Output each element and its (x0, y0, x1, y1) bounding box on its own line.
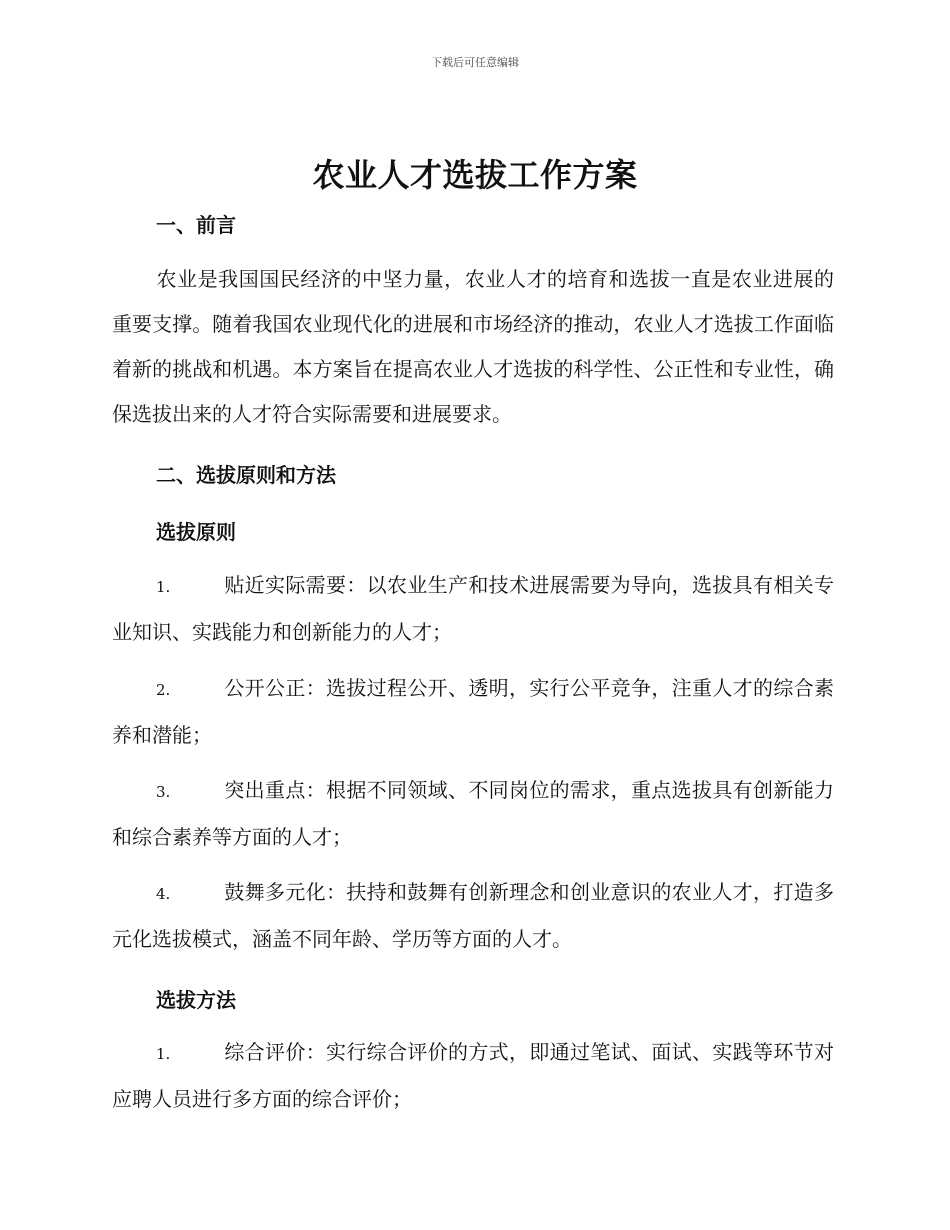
list-number: 4. (156, 885, 171, 903)
section-heading-principles-methods: 二、选拔原则和方法 (156, 463, 336, 487)
list-item-text: 贴近实际需要：以农业生产和技术进展需要为导向，选拔具有相关专业知识、实践能力和创新能力的人才； (112, 573, 834, 644)
document-title: 农业人才选拔工作方案 (312, 156, 638, 194)
list-item-text: 公开公正：选拔过程公开、透明，实行公平竞争，注重人才的综合素养和潜能； (112, 676, 834, 747)
principle-item-3 (112, 768, 834, 860)
section-heading-preface: 一、前言 (156, 213, 236, 237)
page-header-note: 下载后可任意编辑 (431, 56, 519, 69)
list-number: 2. (156, 681, 171, 699)
preface-paragraph (112, 257, 834, 437)
preface-paragraph-text: 农业是我国国民经济的中坚力量，农业人才的培育和选拔一直是农业进展的重要支撑。随着我国农业现代化的进展和市场经济的推动，农业人才选拔工作面临着新的挑战和机遇。本方案旨在提高农业人才选拔的科学性、公正性和专业性，确保选拔出来的人才符合实际需要和进展要求。 (112, 267, 834, 426)
list-number: 1. (156, 578, 171, 596)
principle-item-1 (112, 563, 834, 655)
subheading-principles: 选拔原则 (156, 520, 236, 544)
list-item-text: 鼓舞多元化：扶持和鼓舞有创新理念和创业意识的农业人才，打造多元化选拔模式，涵盖不同年龄、学历等方面的人才。 (112, 880, 834, 951)
list-item-text: 综合评价：实行综合评价的方式，即通过笔试、面试、实践等环节对应聘人员进行多方面的综合评价； (112, 1040, 834, 1111)
method-item-1 (112, 1030, 834, 1122)
principle-item-2 (112, 666, 834, 758)
subheading-methods: 选拔方法 (156, 988, 236, 1012)
list-number: 3. (156, 783, 171, 801)
principle-item-4 (112, 870, 834, 962)
list-item-text: 突出重点：根据不同领域、不同岗位的需求，重点选拔具有创新能力和综合素养等方面的人才； (112, 778, 834, 849)
list-number: 1. (156, 1045, 171, 1063)
